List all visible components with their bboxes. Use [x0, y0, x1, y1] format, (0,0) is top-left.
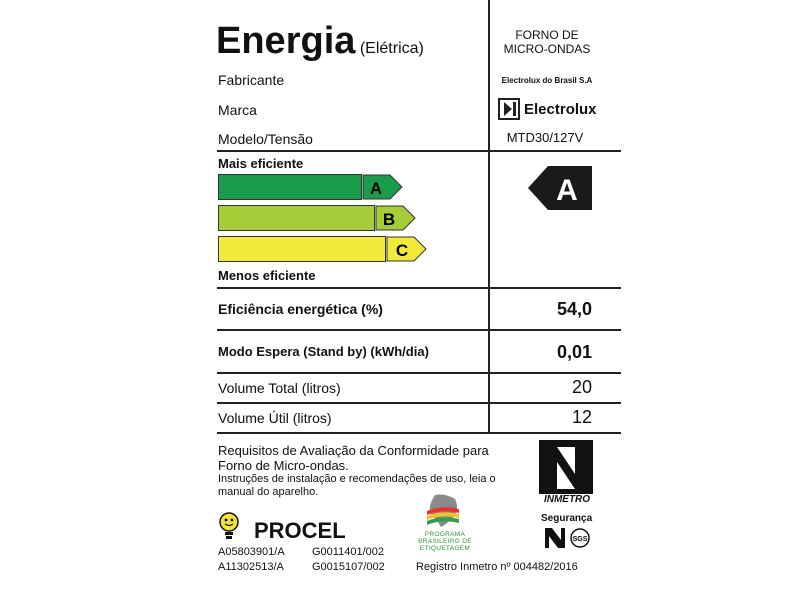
requirements-text — [218, 443, 489, 473]
code-4: G0015107/002 — [312, 561, 385, 573]
pbe-brazil-map-icon — [425, 493, 461, 529]
metric-eficiencia-value: 54,0 — [556, 299, 592, 319]
rating-arrow — [528, 165, 594, 211]
column-divider — [488, 0, 490, 433]
arrow-class-a-letter: A — [369, 179, 383, 198]
divider-scale — [217, 287, 621, 289]
marca-value: Electrolux — [524, 100, 597, 118]
rating-letter: A — [556, 174, 578, 207]
modelo-label: Modelo/Tensão — [218, 131, 313, 147]
arrow-class-a — [362, 174, 404, 200]
product-type-line1: FORNO DE — [515, 28, 579, 42]
arrow-class-c — [386, 236, 428, 262]
divider-header — [217, 150, 621, 152]
bar-class-b — [218, 205, 375, 231]
label-title — [216, 20, 424, 63]
seguranca-mark-icon — [543, 526, 567, 550]
bar-class-a — [218, 174, 362, 200]
divider-row3 — [217, 402, 621, 404]
electrolux-logo-icon — [498, 98, 520, 120]
modelo-value: MTD30/127V — [506, 130, 584, 145]
code-1: A05803901/A — [218, 546, 285, 558]
metric-volume-util-label: Volume Útil (litros) — [218, 410, 332, 426]
requirements-line2: Forno de Micro-ondas. — [218, 458, 349, 473]
metric-volume-total-label: Volume Total (litros) — [218, 380, 341, 396]
code-2: G0011401/002 — [312, 546, 384, 558]
fabricante-label: Fabricante — [218, 72, 285, 88]
inmetro-label: INMETRO — [543, 494, 591, 505]
seguranca-label: Segurança — [541, 513, 593, 524]
sgs-label: SGS — [572, 536, 588, 543]
title-energia: Energia — [216, 20, 356, 62]
marca-label: Marca — [218, 102, 257, 118]
sgs-seal-icon — [570, 528, 590, 548]
marca-brand — [498, 98, 597, 120]
metric-eficiencia-label: Eficiência energética (%) — [218, 301, 383, 317]
scale-top-label: Mais eficiente — [218, 156, 304, 171]
registro-inmetro: Registro Inmetro nº 004482/2016 — [416, 561, 578, 573]
pbe-line1: PROGRAMA — [424, 531, 466, 538]
instructions-line2: manual do aparelho. — [218, 486, 319, 498]
arrow-class-b-letter: B — [382, 210, 396, 229]
metric-volume-total-value: 20 — [571, 377, 592, 397]
pbe-line2: BRASILEIRO DE — [418, 538, 472, 545]
divider-row1 — [217, 329, 621, 331]
instructions-line1: Instruções de instalação e recomendações de uso, leia o — [218, 473, 496, 485]
title-eletrica: (Elétrica) — [359, 40, 424, 57]
product-type-line2: MICRO-ONDAS — [503, 42, 591, 56]
metric-volume-util-value: 12 — [571, 407, 592, 427]
bar-class-c — [218, 236, 386, 262]
divider-row4 — [217, 432, 621, 434]
divider-row2 — [217, 372, 621, 374]
arrow-class-c-letter: C — [395, 241, 409, 260]
product-type — [495, 28, 599, 56]
procel-lightbulb-icon — [218, 511, 240, 541]
pbe-line3: ETIQUETAGEM — [419, 545, 471, 552]
scale-bottom-label: Menos eficiente — [218, 268, 316, 283]
procel-label: PROCEL — [254, 518, 346, 543]
requirements-line1: Requisitos de Avaliação da Conformidade para — [218, 443, 489, 458]
fabricante-value: Electrolux do Brasil S.A — [501, 76, 593, 85]
pbe-text — [412, 531, 478, 552]
inmetro-seal-icon — [539, 440, 593, 494]
arrow-class-b — [375, 205, 417, 231]
metric-standby-value: 0,01 — [556, 342, 592, 362]
code-3: A11302513/A — [218, 561, 284, 573]
metric-standby-label: Modo Espera (Stand by) (kWh/dia) — [218, 344, 429, 359]
